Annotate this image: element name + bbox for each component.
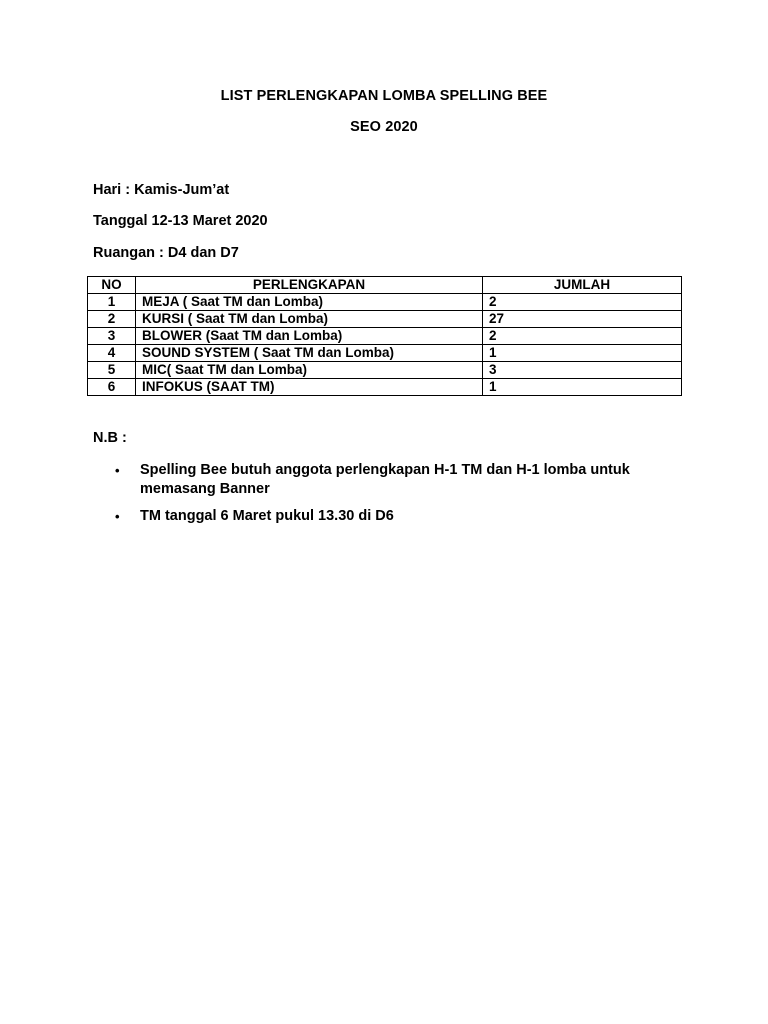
cell-item: INFOKUS (SAAT TM): [136, 379, 483, 396]
cell-no: 6: [88, 379, 136, 396]
header-perlengkapan: PERLENGKAPAN: [136, 277, 483, 294]
note-text: TM tanggal 6 Maret pukul 13.30 di D6: [140, 508, 394, 524]
list-item: [112, 507, 682, 526]
cell-item: BLOWER (Saat TM dan Lomba): [136, 328, 483, 345]
cell-no: 1: [88, 294, 136, 311]
note-text: Spelling Bee butuh anggota perlengkapan H-1 TM dan H-1 lomba untuk memasang Banner: [140, 462, 630, 497]
bullet-icon: •: [115, 463, 120, 478]
cell-item: MIC( Saat TM dan Lomba): [136, 362, 483, 379]
cell-no: 2: [88, 311, 136, 328]
header-no: NO: [88, 277, 136, 294]
bullet-icon: •: [115, 509, 120, 524]
notes-label: N.B :: [93, 430, 127, 446]
table-row: [88, 379, 682, 396]
cell-no: 5: [88, 362, 136, 379]
date-line: Tanggal 12-13 Maret 2020: [93, 213, 268, 229]
document-subtitle: SEO 2020: [350, 119, 418, 135]
equipment-table: [87, 276, 682, 396]
table-row: [88, 294, 682, 311]
day-line: Hari : Kamis-Jum’at: [93, 182, 230, 198]
table-row: [88, 311, 682, 328]
cell-qty: 1: [483, 345, 682, 362]
cell-item: KURSI ( Saat TM dan Lomba): [136, 311, 483, 328]
notes-list: [112, 461, 682, 534]
list-item: [112, 461, 682, 499]
table-row: [88, 328, 682, 345]
cell-qty: 2: [483, 328, 682, 345]
cell-no: 3: [88, 328, 136, 345]
cell-item: SOUND SYSTEM ( Saat TM dan Lomba): [136, 345, 483, 362]
document-title: LIST PERLENGKAPAN LOMBA SPELLING BEE: [220, 88, 548, 104]
room-line: Ruangan : D4 dan D7: [93, 245, 239, 261]
cell-qty: 27: [483, 311, 682, 328]
header-jumlah: JUMLAH: [483, 277, 682, 294]
table-row: [88, 362, 682, 379]
table-row: [88, 345, 682, 362]
cell-no: 4: [88, 345, 136, 362]
cell-qty: 1: [483, 379, 682, 396]
cell-qty: 2: [483, 294, 682, 311]
cell-qty: 3: [483, 362, 682, 379]
table-header-row: [88, 277, 682, 294]
cell-item: MEJA ( Saat TM dan Lomba): [136, 294, 483, 311]
